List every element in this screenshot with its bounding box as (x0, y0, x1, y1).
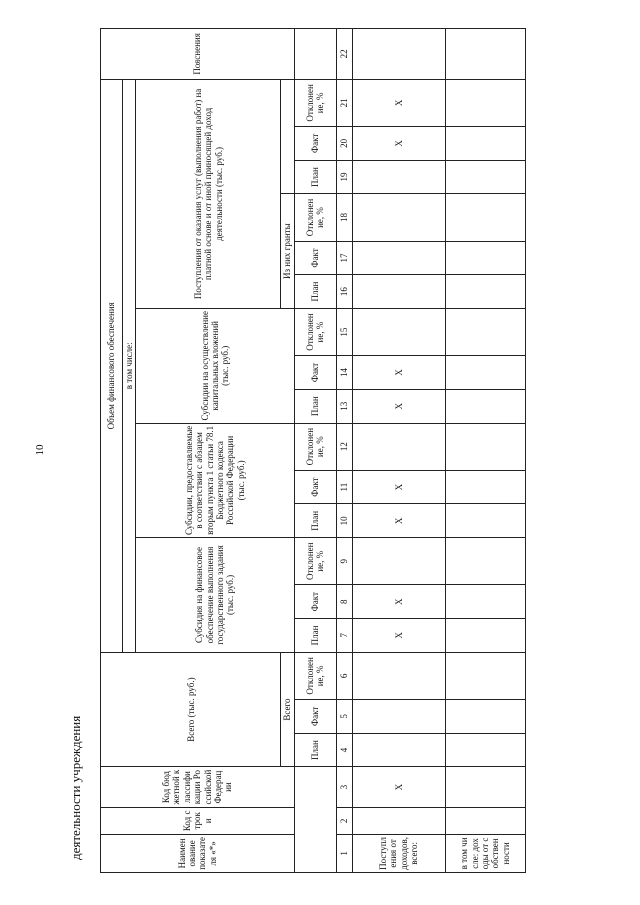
table-cell (445, 241, 525, 275)
table-cell (445, 29, 525, 80)
table-cell (445, 733, 525, 767)
table-cell (445, 160, 525, 194)
table-cell (445, 194, 525, 241)
column-number: 21 (336, 79, 352, 126)
table-cell (352, 160, 445, 194)
header-deviation: Отклонение, % (294, 538, 336, 585)
table-cell (445, 619, 525, 653)
table-cell (445, 423, 525, 470)
column-number: 14 (336, 356, 352, 390)
header-budget-code: Код бюджетной классификации Российской Федерации (101, 767, 295, 807)
table-cell: X (352, 767, 445, 807)
column-number: 1 (336, 834, 352, 872)
table-cell (352, 194, 445, 241)
header-receipts: Поступления от оказания услуг (выполнения работ) на платной основе и от иной приносящей доход деятельности (тыс. руб.) (136, 79, 281, 308)
column-number: 9 (336, 538, 352, 585)
table-cell: X (352, 126, 445, 160)
table-cell: X (352, 504, 445, 538)
table-cell (445, 807, 525, 834)
financial-support-table (100, 28, 526, 873)
column-number: 10 (336, 504, 352, 538)
column-number: 3 (336, 767, 352, 807)
column-number: 2 (336, 807, 352, 834)
header-fact: Факт (294, 241, 336, 275)
table-cell (445, 389, 525, 423)
blank-spacer (294, 767, 336, 873)
table-cell (445, 767, 525, 807)
header-subsidy-capital: Субсидии на осуществление капитальных вложений (тыс. руб.) (136, 308, 294, 423)
column-number: 19 (336, 160, 352, 194)
table-cell (352, 241, 445, 275)
table-cell (352, 29, 445, 80)
header-total: Всего (тыс. руб.) (101, 652, 281, 767)
table-cell (445, 585, 525, 619)
table-cell (445, 470, 525, 504)
header-deviation: Отклонение, % (294, 194, 336, 241)
table-cell (445, 275, 525, 309)
column-number: 11 (336, 470, 352, 504)
column-number: 13 (336, 389, 352, 423)
header-plan: План (294, 504, 336, 538)
table-cell (352, 308, 445, 355)
table-cell (445, 504, 525, 538)
header-fact: Факт (294, 470, 336, 504)
header-subsidy-781: Субсидии, предоставляемые в соответствии с абзацем вторым пункта 1 статьи 78.1 Бюджетного кодекса Российской Федерации (тыс. руб.) (136, 423, 294, 538)
column-number: 20 (336, 126, 352, 160)
header-plan: План (294, 619, 336, 653)
table-cell: X (352, 389, 445, 423)
table-cell (445, 699, 525, 733)
header-plan: План (294, 275, 336, 309)
header-receipts-total: Всего (281, 652, 294, 767)
column-number: 17 (336, 241, 352, 275)
table-cell: X (352, 619, 445, 653)
header-deviation: Отклонение, % (294, 652, 336, 699)
table-cell (352, 699, 445, 733)
column-number: 4 (336, 733, 352, 767)
table-cell: X (352, 356, 445, 390)
header-name: Наименование показателя «*» (101, 834, 295, 872)
section-title: деятельности учреждения (68, 715, 83, 860)
header-fact: Факт (294, 699, 336, 733)
header-fact: Факт (294, 126, 336, 160)
table-cell (352, 807, 445, 834)
column-number: 18 (336, 194, 352, 241)
table-cell (445, 79, 525, 126)
header-subsidy-task: Субсидия на финансовое обеспечение выполнения государственного задания (тыс. руб.) (136, 538, 294, 653)
column-number: 6 (336, 652, 352, 699)
table-cell (445, 538, 525, 585)
column-number: 22 (336, 29, 352, 80)
header-including: в том числе: (123, 79, 136, 652)
table-cell: X (352, 585, 445, 619)
row-label: Поступления от доходов, всего: (352, 834, 445, 872)
header-plan: План (294, 733, 336, 767)
header-fact: Факт (294, 585, 336, 619)
header-volume: Объем финансового обеспечения (101, 79, 123, 652)
blank-spacer (294, 29, 336, 80)
header-deviation: Отклонение, % (294, 79, 336, 126)
column-number: 7 (336, 619, 352, 653)
row-label: в том числе: доходы от собственности (445, 834, 525, 872)
table-cell: X (352, 79, 445, 126)
table-cell: X (352, 470, 445, 504)
column-number: 12 (336, 423, 352, 470)
page-number: 10 (34, 444, 46, 456)
table-cell (445, 652, 525, 699)
table-cell (352, 423, 445, 470)
header-plan: План (294, 389, 336, 423)
column-number: 5 (336, 699, 352, 733)
table-cell (352, 538, 445, 585)
table-cell (352, 733, 445, 767)
table-cell (445, 308, 525, 355)
column-number: 16 (336, 275, 352, 309)
column-number: 15 (336, 308, 352, 355)
header-plan: План (294, 160, 336, 194)
table-cell (445, 356, 525, 390)
header-notes: Пояснения (101, 29, 295, 80)
table-cell (352, 275, 445, 309)
header-grants: Из них гранты (281, 194, 294, 309)
header-deviation: Отклонение, % (294, 308, 336, 355)
rotated-table-container (100, 28, 511, 873)
column-number: 8 (336, 585, 352, 619)
table-cell (352, 652, 445, 699)
header-deviation: Отклонение, % (294, 423, 336, 470)
table-cell (445, 126, 525, 160)
header-fact: Факт (294, 356, 336, 390)
header-line-code: Код строки (101, 807, 295, 834)
